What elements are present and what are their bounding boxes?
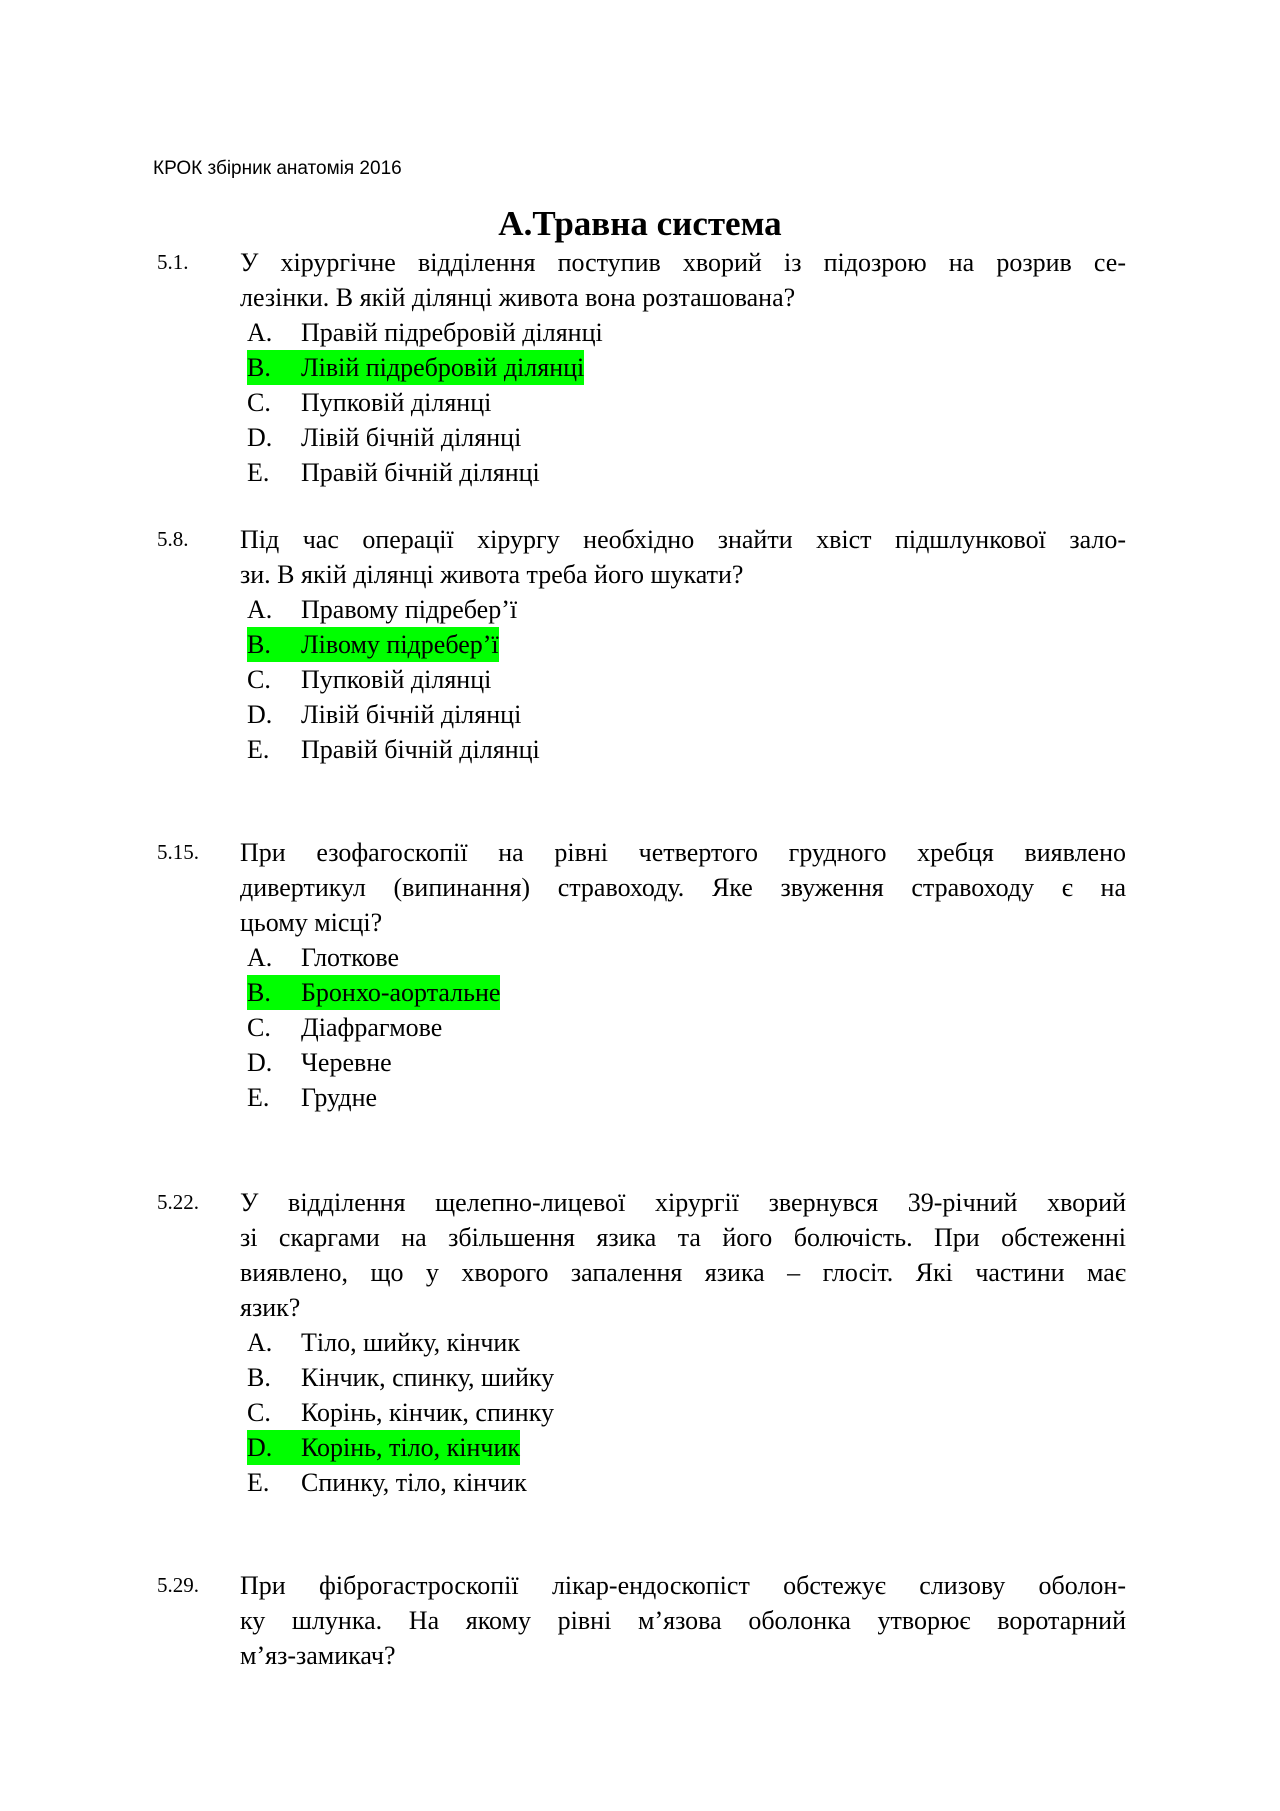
answer-option	[247, 1080, 500, 1115]
answer-text: Пупковій ділянці	[301, 665, 492, 694]
question-text	[240, 1185, 1126, 1325]
answer-text: Правій бічній ділянці	[301, 735, 540, 764]
answer-text: Глоткове	[301, 943, 400, 972]
answer-option-body	[247, 1465, 527, 1500]
answer-option-body	[247, 697, 521, 732]
answer-option-body	[247, 1360, 554, 1395]
question-number: 5.22.	[157, 1190, 199, 1214]
answer-option	[247, 455, 603, 490]
page-header: КРОК збірник анатомія 2016	[153, 158, 402, 179]
correct-answer-highlight	[247, 350, 584, 385]
answer-option	[247, 1325, 554, 1360]
answer-option-body	[247, 592, 517, 627]
question-text-line: язик?	[240, 1293, 301, 1322]
question-text-line: виявлено, що у хворого запалення язика – глосіт. Які частини має	[240, 1258, 1126, 1287]
correct-answer-highlight	[247, 975, 500, 1010]
answer-option	[247, 1010, 500, 1045]
question-text	[240, 835, 1126, 940]
answer-letter: E.	[247, 458, 270, 487]
answer-letter: A.	[247, 943, 273, 972]
correct-answer-highlight	[247, 627, 499, 662]
question-text-line: При езофагоскопії на рівні четвертого грудного хребця виявлено	[240, 838, 1126, 867]
answer-letter: C.	[247, 665, 271, 694]
answer-text: Лівому підребер’ї	[301, 630, 499, 659]
answer-option-body	[247, 420, 521, 455]
answer-list	[247, 315, 603, 490]
question-text-line: дивертикул (випинання) стравоходу. Яке звуження стравоходу є на	[240, 873, 1126, 902]
question-text-line: У хірургічне відділення поступив хворий із підозрою на розрив се-	[240, 248, 1126, 277]
answer-list	[247, 940, 500, 1115]
answer-option-body	[247, 940, 399, 975]
answer-text: Лівій бічній ділянці	[301, 700, 522, 729]
question-number: 5.15.	[157, 840, 199, 864]
question-number: 5.1.	[157, 250, 189, 274]
page-title: А.Травна система	[498, 204, 782, 243]
question-text	[240, 1568, 1126, 1673]
answer-option	[247, 940, 500, 975]
answer-option	[247, 315, 603, 350]
answer-option-body	[247, 1325, 520, 1360]
answer-option-body	[247, 1045, 392, 1080]
answer-option-body	[247, 662, 491, 697]
answer-letter: D.	[247, 1048, 273, 1077]
answer-letter: E.	[247, 735, 270, 764]
question-text-line: Під час операції хірургу необхідно знайти хвіст підшлункової зало-	[240, 525, 1126, 554]
answer-option-correct	[247, 1430, 554, 1465]
answer-option-body	[247, 732, 540, 767]
answer-option-body	[247, 385, 491, 420]
correct-answer-highlight	[247, 1430, 520, 1465]
answer-text: Тіло, шийку, кінчик	[301, 1328, 520, 1357]
answer-letter: E.	[247, 1468, 270, 1497]
answer-letter: B.	[247, 630, 271, 659]
answer-option	[247, 662, 540, 697]
answer-option-correct	[247, 975, 500, 1010]
answer-option-body	[247, 455, 540, 490]
answer-letter: D.	[247, 1433, 273, 1462]
answer-letter: A.	[247, 318, 273, 347]
answer-text: Черевне	[301, 1048, 392, 1077]
answer-letter: D.	[247, 423, 273, 452]
question-text-line: зи. В якій ділянці живота треба його шукати?	[240, 560, 744, 589]
answer-letter: A.	[247, 1328, 273, 1357]
question-text	[240, 245, 1126, 315]
answer-option-correct	[247, 350, 603, 385]
answer-text: Корінь, кінчик, спинку	[301, 1398, 554, 1427]
answer-option	[247, 420, 603, 455]
answer-option-body	[247, 1080, 377, 1115]
question-text	[240, 522, 1126, 592]
question-number: 5.29.	[157, 1573, 199, 1597]
answer-text: Кінчик, спинку, шийку	[301, 1363, 555, 1392]
answer-letter: C.	[247, 1398, 271, 1427]
answer-option	[247, 1465, 554, 1500]
answer-option	[247, 385, 603, 420]
answer-letter: A.	[247, 595, 273, 624]
answer-text: Правій підребровій ділянці	[301, 318, 603, 347]
answer-option	[247, 1045, 500, 1080]
answer-option	[247, 592, 540, 627]
answer-text: Спинку, тіло, кінчик	[301, 1468, 527, 1497]
answer-option-body	[247, 1010, 442, 1045]
answer-text: Корінь, тіло, кінчик	[301, 1433, 520, 1462]
question-text-line: зі скаргами на збільшення язика та його болючість. При обстеженні	[240, 1223, 1126, 1252]
answer-option	[247, 732, 540, 767]
answer-text: Бронхо-аортальне	[301, 978, 501, 1007]
answer-list	[247, 592, 540, 767]
answer-letter: B.	[247, 353, 271, 382]
question-text-line: У відділення щелепно-лицевої хірургії звернувся 39-річний хворий	[240, 1188, 1126, 1217]
question-text-line: При фіброгастроскопії лікар-ендоскопіст обстежує слизову оболон-	[240, 1571, 1126, 1600]
answer-letter: C.	[247, 388, 271, 417]
answer-text: Правому підребер’ї	[301, 595, 518, 624]
question-text-line: лезінки. В якій ділянці живота вона розташована?	[240, 283, 796, 312]
answer-option-correct	[247, 627, 540, 662]
answer-option	[247, 697, 540, 732]
question-number: 5.8.	[157, 527, 189, 551]
answer-letter: C.	[247, 1013, 271, 1042]
answer-letter: B.	[247, 1363, 271, 1392]
question-text-line: цьому місці?	[240, 908, 383, 937]
answer-text: Пупковій ділянці	[301, 388, 492, 417]
answer-option-body	[247, 1395, 554, 1430]
answer-text: Лівій бічній ділянці	[301, 423, 522, 452]
answer-list	[247, 1325, 554, 1500]
answer-text: Діафрагмове	[301, 1013, 443, 1042]
answer-option	[247, 1360, 554, 1395]
answer-text: Правій бічній ділянці	[301, 458, 540, 487]
answer-letter: D.	[247, 700, 273, 729]
question-text-line: ку шлунка. На якому рівні м’язова оболонка утворює воротарний	[240, 1606, 1126, 1635]
question-text-line: м’яз-замикач?	[240, 1641, 396, 1670]
answer-option	[247, 1395, 554, 1430]
answer-text: Лівій підребровій ділянці	[301, 353, 585, 382]
answer-letter: B.	[247, 978, 271, 1007]
answer-letter: E.	[247, 1083, 270, 1112]
answer-text: Грудне	[301, 1083, 378, 1112]
answer-option-body	[247, 315, 603, 350]
